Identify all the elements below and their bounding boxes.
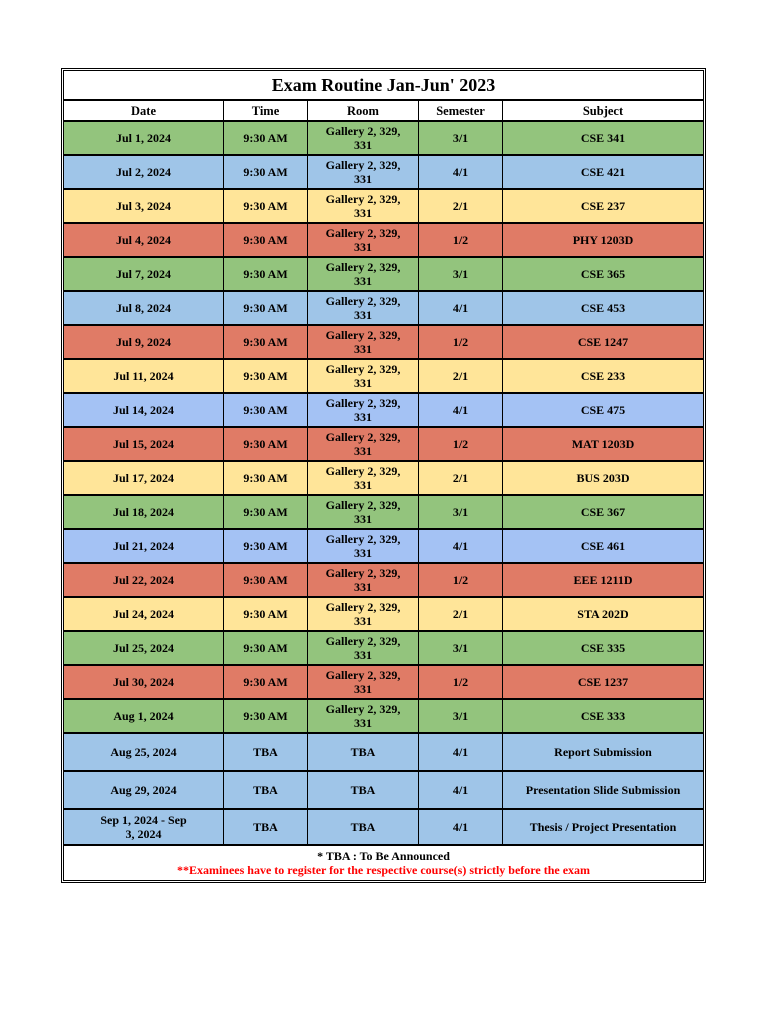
cell-time: TBA: [224, 771, 308, 809]
cell-semester: 2/1: [419, 359, 503, 393]
table-row: [64, 325, 704, 359]
cell-date: Jul 7, 2024: [64, 257, 224, 291]
footer-notes: [64, 845, 704, 881]
cell-room: TBA: [308, 771, 419, 809]
cell-room: Gallery 2, 329, 331: [308, 359, 419, 393]
cell-subject: CSE 1247: [503, 325, 704, 359]
table-row: [64, 155, 704, 189]
cell-semester: 4/1: [419, 291, 503, 325]
exam-routine-sheet: [61, 68, 706, 883]
cell-time: 9:30 AM: [224, 563, 308, 597]
cell-room: TBA: [308, 733, 419, 771]
cell-semester: 1/2: [419, 427, 503, 461]
cell-subject: CSE 367: [503, 495, 704, 529]
cell-date: Jul 11, 2024: [64, 359, 224, 393]
cell-time: 9:30 AM: [224, 257, 308, 291]
cell-time: 9:30 AM: [224, 427, 308, 461]
table-row: [64, 291, 704, 325]
table-row: [64, 189, 704, 223]
cell-time: 9:30 AM: [224, 223, 308, 257]
cell-semester: 4/1: [419, 809, 503, 845]
cell-subject: BUS 203D: [503, 461, 704, 495]
cell-room: Gallery 2, 329, 331: [308, 461, 419, 495]
cell-subject: PHY 1203D: [503, 223, 704, 257]
table-row: [64, 427, 704, 461]
cell-room: Gallery 2, 329, 331: [308, 563, 419, 597]
cell-room: Gallery 2, 329, 331: [308, 121, 419, 155]
cell-time: 9:30 AM: [224, 699, 308, 733]
cell-date: Jul 3, 2024: [64, 189, 224, 223]
cell-subject: CSE 341: [503, 121, 704, 155]
cell-date: Jul 18, 2024: [64, 495, 224, 529]
cell-semester: 2/1: [419, 597, 503, 631]
cell-semester: 4/1: [419, 529, 503, 563]
cell-room: Gallery 2, 329, 331: [308, 291, 419, 325]
tba-note: * TBA : To Be Announced: [317, 849, 450, 863]
cell-room: Gallery 2, 329, 331: [308, 529, 419, 563]
cell-subject: STA 202D: [503, 597, 704, 631]
cell-semester: 4/1: [419, 393, 503, 427]
cell-semester: 2/1: [419, 461, 503, 495]
cell-time: 9:30 AM: [224, 631, 308, 665]
cell-subject: CSE 233: [503, 359, 704, 393]
cell-semester: 3/1: [419, 495, 503, 529]
cell-subject: CSE 421: [503, 155, 704, 189]
cell-subject: MAT 1203D: [503, 427, 704, 461]
cell-semester: 4/1: [419, 155, 503, 189]
cell-semester: 4/1: [419, 771, 503, 809]
table-row: [64, 121, 704, 155]
cell-room: TBA: [308, 809, 419, 845]
cell-semester: 3/1: [419, 631, 503, 665]
cell-subject: CSE 237: [503, 189, 704, 223]
cell-time: 9:30 AM: [224, 495, 308, 529]
cell-date: Jul 25, 2024: [64, 631, 224, 665]
cell-time: 9:30 AM: [224, 461, 308, 495]
cell-time: 9:30 AM: [224, 529, 308, 563]
cell-subject: CSE 365: [503, 257, 704, 291]
cell-semester: 3/1: [419, 699, 503, 733]
cell-room: Gallery 2, 329, 331: [308, 699, 419, 733]
cell-time: 9:30 AM: [224, 393, 308, 427]
cell-subject: EEE 1211D: [503, 563, 704, 597]
table-row: [64, 223, 704, 257]
cell-date: Jul 8, 2024: [64, 291, 224, 325]
cell-date: Jul 30, 2024: [64, 665, 224, 699]
cell-date: Jul 14, 2024: [64, 393, 224, 427]
header-time: Time: [224, 100, 308, 121]
cell-subject: Report Submission: [503, 733, 704, 771]
cell-time: 9:30 AM: [224, 189, 308, 223]
cell-room: Gallery 2, 329, 331: [308, 189, 419, 223]
table-row: [64, 359, 704, 393]
cell-room: Gallery 2, 329, 331: [308, 257, 419, 291]
cell-time: 9:30 AM: [224, 325, 308, 359]
cell-subject: Thesis / Project Presentation: [503, 809, 704, 845]
cell-time: 9:30 AM: [224, 155, 308, 189]
cell-semester: 1/2: [419, 665, 503, 699]
cell-room: Gallery 2, 329, 331: [308, 427, 419, 461]
cell-subject: CSE 461: [503, 529, 704, 563]
cell-semester: 2/1: [419, 189, 503, 223]
table-row: [64, 597, 704, 631]
cell-room: Gallery 2, 329, 331: [308, 495, 419, 529]
cell-semester: 1/2: [419, 563, 503, 597]
table-row: [64, 495, 704, 529]
cell-date: Jul 4, 2024: [64, 223, 224, 257]
cell-subject: CSE 453: [503, 291, 704, 325]
cell-subject: CSE 335: [503, 631, 704, 665]
cell-room: Gallery 2, 329, 331: [308, 631, 419, 665]
cell-date: Jul 21, 2024: [64, 529, 224, 563]
table-body: [64, 121, 704, 845]
table-row: [64, 665, 704, 699]
cell-room: Gallery 2, 329, 331: [308, 223, 419, 257]
cell-date: Jul 24, 2024: [64, 597, 224, 631]
table-row: [64, 461, 704, 495]
cell-date: Aug 29, 2024: [64, 771, 224, 809]
cell-semester: 1/2: [419, 325, 503, 359]
cell-date: Sep 1, 2024 - Sep 3, 2024: [64, 809, 224, 845]
cell-semester: 1/2: [419, 223, 503, 257]
exam-routine-table: [63, 70, 704, 881]
cell-time: 9:30 AM: [224, 597, 308, 631]
header-date: Date: [64, 100, 224, 121]
table-title: Exam Routine Jan-Jun' 2023: [64, 71, 704, 101]
header-subject: Subject: [503, 100, 704, 121]
cell-time: TBA: [224, 809, 308, 845]
cell-date: Jul 15, 2024: [64, 427, 224, 461]
cell-semester: 4/1: [419, 733, 503, 771]
cell-subject: CSE 1237: [503, 665, 704, 699]
header-room: Room: [308, 100, 419, 121]
cell-time: 9:30 AM: [224, 121, 308, 155]
cell-date: Jul 22, 2024: [64, 563, 224, 597]
cell-date: Aug 1, 2024: [64, 699, 224, 733]
table-row: [64, 771, 704, 809]
cell-subject: Presentation Slide Submission: [503, 771, 704, 809]
cell-time: 9:30 AM: [224, 359, 308, 393]
registration-warning: **Examinees have to register for the respective course(s) strictly before the exam: [176, 863, 591, 877]
cell-room: Gallery 2, 329, 331: [308, 597, 419, 631]
cell-subject: CSE 333: [503, 699, 704, 733]
cell-time: TBA: [224, 733, 308, 771]
table-row: [64, 699, 704, 733]
cell-date: Jul 9, 2024: [64, 325, 224, 359]
header-row: [64, 100, 704, 121]
table-row: [64, 809, 704, 845]
cell-date: Jul 2, 2024: [64, 155, 224, 189]
cell-date: Jul 1, 2024: [64, 121, 224, 155]
cell-date: Aug 25, 2024: [64, 733, 224, 771]
cell-semester: 3/1: [419, 257, 503, 291]
table-row: [64, 257, 704, 291]
cell-time: 9:30 AM: [224, 291, 308, 325]
header-semester: Semester: [419, 100, 503, 121]
table-row: [64, 631, 704, 665]
table-row: [64, 733, 704, 771]
cell-subject: CSE 475: [503, 393, 704, 427]
cell-semester: 3/1: [419, 121, 503, 155]
cell-room: Gallery 2, 329, 331: [308, 393, 419, 427]
table-row: [64, 393, 704, 427]
cell-date: Jul 17, 2024: [64, 461, 224, 495]
cell-room: Gallery 2, 329, 331: [308, 665, 419, 699]
cell-time: 9:30 AM: [224, 665, 308, 699]
cell-room: Gallery 2, 329, 331: [308, 155, 419, 189]
table-row: [64, 529, 704, 563]
table-row: [64, 563, 704, 597]
cell-room: Gallery 2, 329, 331: [308, 325, 419, 359]
